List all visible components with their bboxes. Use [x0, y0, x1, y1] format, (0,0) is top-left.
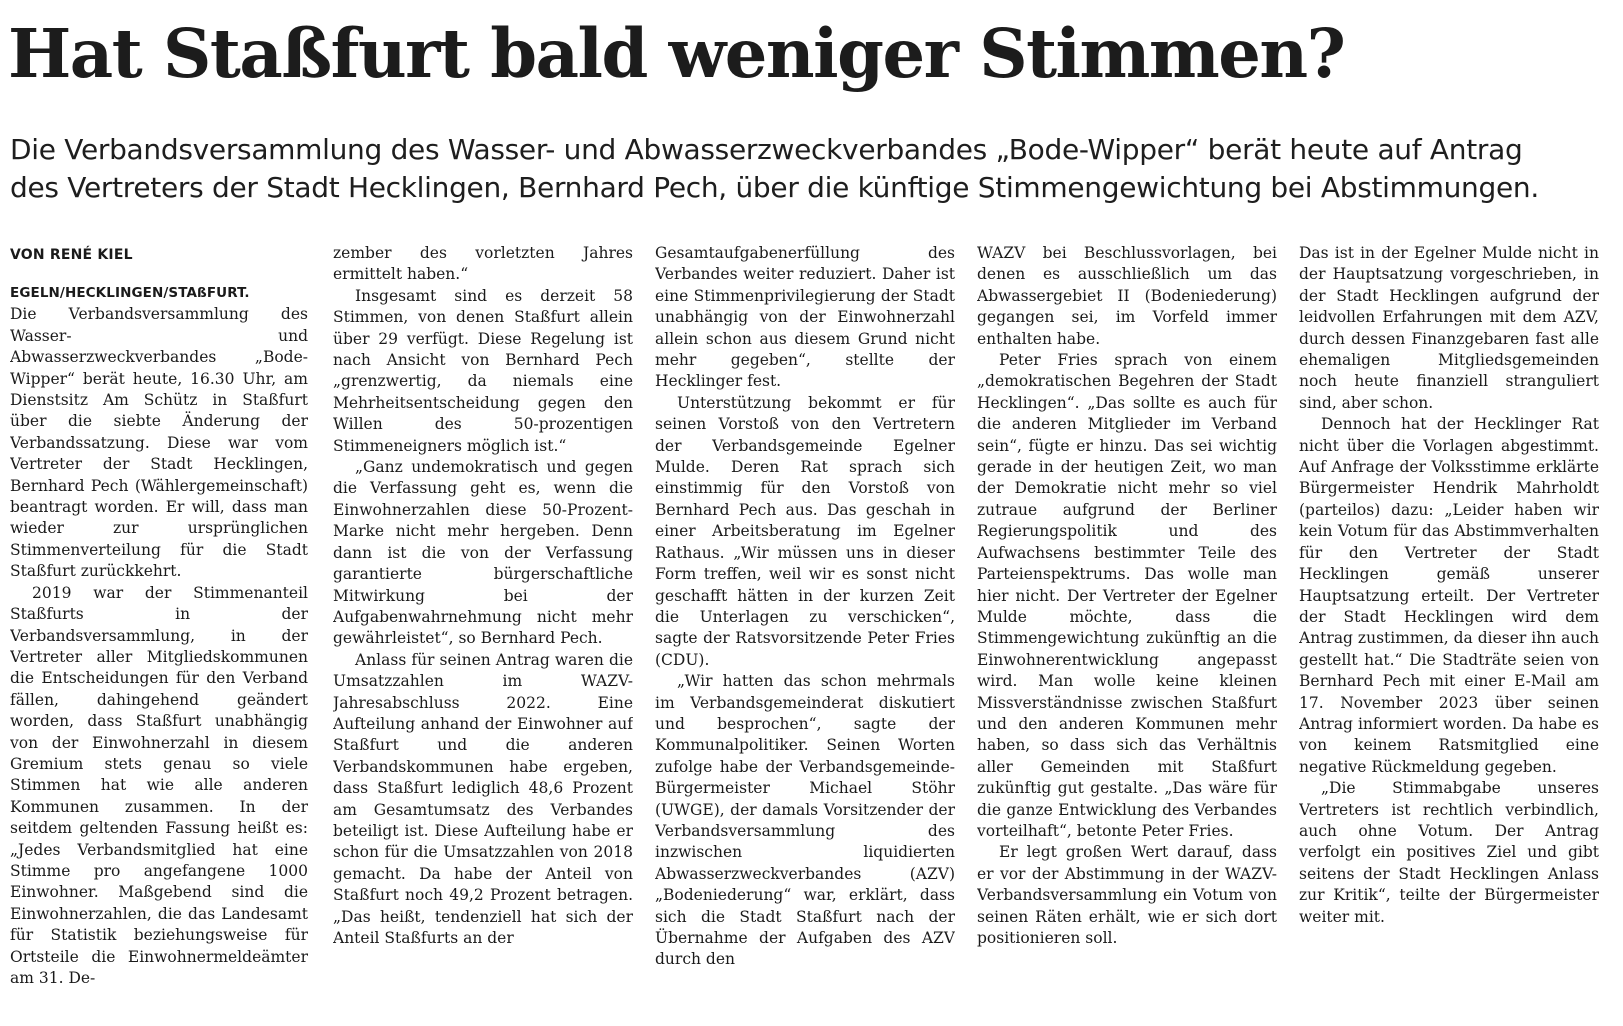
body-paragraph: „Ganz undemokratisch und gegen die Verfassung geht es, wenn die Einwohnerzahlen diese 50-Prozent-Marke nicht mehr hergeben. Denn dann ist die von der Verfassung garantierte bürgerschaftliche Mitwirkung bei der Aufgabenwahrnehmung nicht mehr gewährleistet“, so Bernhard Pech.: [333, 458, 633, 648]
body-paragraph: Das ist in der Egelner Mulde nicht in der Hauptsatzung vorgeschrieben, in der Stadt Hecklingen aufgrund der leidvollen Erfahrungen mit dem AZV, durch dessen Finanzgebaren fast alle ehemaligen Mitgliedsgemeinden noch heute finanziell stranguliert sind, aber schon.: [1299, 244, 1599, 412]
column-5: [1299, 243, 1599, 1018]
body-paragraph: Peter Fries sprach von einem „demokratischen Begehren der Stadt Hecklingen“. „Das sollte es auch für die anderen Mitglieder im Verband sein“, fügte er hinzu. Das sei wichtig gerade in der heutigen Zeit, wo man der Demokratie nicht mehr so viel zutraue aufgrund der Berliner Regierungspolitik und des Aufwachsens bestimmter Teile des Parteienspektrums. Das wolle man hier nicht. Der Vertreter der Egelner Mulde möchte, dass die Stimmengewichtung zukünftig an die Einwohnerentwicklung angepasst wird. Man wolle keine kleinen Missverständnisse zwischen Staßfurt und den anderen Kommunen mehr haben, so dass sich das Verhältnis aller Gemeinden mit Staßfurt zukünftig gut gestalte. „Das wäre für die ganze Entwicklung des Verbandes vorteilhaft“, betonte Peter Fries.: [977, 351, 1277, 840]
body-paragraph: Insgesamt sind es derzeit 58 Stimmen, von denen Staßfurt allein über 29 verfügt. Diese Regelung ist nach Ansicht von Bernhard Pech „grenzwertig, da niemals eine Mehrheitsentscheidung gegen den Willen des 50-prozentigen Stimmeneigners möglich ist.“: [333, 286, 633, 455]
column-3: [655, 243, 955, 1018]
body-paragraph: WAZV bei Beschlussvorlagen, bei denen es ausschließlich um das Abwassergebiet II (Bodeniederung) gegangen sei, im Vorfeld immer enthalten habe.: [977, 244, 1277, 348]
column-2: [333, 243, 633, 1018]
lead-line-2: des Vertreters der Stadt Hecklingen, Bernhard Pech, über die künftige Stimmengewichtung bei Abstimmungen.: [10, 171, 1539, 204]
body-paragraph: „Wir hatten das schon mehrmals im Verbandsgemeinderat diskutiert und besprochen“, sagte der Kommunalpolitiker. Seinen Worten zufolge habe der Verbandsgemeinde-Bürgermeister Michael Stöhr (UWGE), der damals Vorsitzender der Verbandsversammlung des inzwischen liquidierten Abwasserzweckverbandes (AZV) „Bodeniederung“ war, erklärt, dass sich die Stadt Staßfurt nach der Übernahme der Aufgaben des AZV durch den: [655, 672, 955, 969]
body-paragraph: Dennoch hat der Hecklinger Rat nicht über die Vorlagen abgestimmt. Auf Anfrage der Volksstimme erklärte Bürgermeister Hendrik Mahrholdt (parteilos) dazu: „Leider haben wir kein Votum für das Abstimmverhalten für den Vertreter der Stadt Hecklingen gemäß unserer Hauptsatzung erteilt. Der Vertreter der Stadt Hecklingen wird dem Antrag zustimmen, da dieser ihn auch gestellt hat.“ Die Stadträte seien von Bernhard Pech mit einer E-Mail am 17. November 2023 über seinen Antrag informiert worden. Da habe es von keinem Ratsmitglied eine negative Rückmeldung gegeben.: [1299, 415, 1599, 776]
lead-line-1: Die Verbandsversammlung des Wasser- und Abwasserzweckverbandes „Bode-Wipper“ berät heute auf Antrag: [10, 133, 1523, 166]
body-paragraph: Er legt großen Wert darauf, dass er vor der Abstimmung in der WAZV-Verbandsversammlung ein Votum von seinen Räten erhält, wie er sich dort positionieren soll.: [977, 843, 1277, 947]
body-text: Die Verbandsversammlung des Wasser- und Abwasserzweckverbandes „Bode-Wipper“ berät heute, 16.30 Uhr, am Dienstsitz Am Schütz in Staßfurt über die siebte Änderung der Verbandssatzung. Diese war vom Vertreter der Stadt Hecklingen, Bernhard Pech (Wählergemeinschaft) beantragt worden. Er will, dass man wieder zur ursprünglichen Stimmenverteilung für die Stadt Staßfurt zurückkehrt.: [10, 305, 308, 581]
lead-paragraph: [10, 131, 1610, 207]
column-1: [10, 243, 308, 1018]
body-paragraph: 2019 war der Stimmenanteil Staßfurts in der Verbandsversammlung, in der Vertreter aller Mitgliedskommunen die Entscheidungen für den Verband fällen, dahingehend geändert worden, dass Staßfurt unabhängig von der Einwohnerzahl in diesem Gremium stets genau so viele Stimmen hat wie alle anderen Kommunen zusammen. In der seitdem geltenden Fassung heißt es: „Jedes Verbandsmitglied hat eine Stimme pro angefangene 1000 Einwohner. Maßgebend sind die Einwohnerzahlen, die das Landesamt für Statistik beziehungsweise für Ortsteile die Einwohnermeldeämter am 31. De-: [10, 583, 308, 987]
dateline: EGELN/HECKLINGEN/STAßFURT.: [10, 285, 250, 301]
body-paragraph: Anlass für seinen Antrag waren die Umsatzzahlen im WAZV-Jahresabschluss 2022. Eine Aufteilung anhand der Einwohner auf Staßfurt und die anderen Verbandskommunen habe ergeben, dass Staßfurt lediglich 48,6 Prozent am Gesamtumsatz des Verbandes beteiligt ist. Diese Aufteilung habe er schon für die Umsatzzahlen von 2018 gemacht. Da habe der Anteil von Staßfurt noch 49,2 Prozent betragen. „Das heißt, tendenziell hat sich der Anteil Staßfurts an der: [333, 650, 633, 947]
body-paragraph: Unterstützung bekommt er für seinen Vorstoß von den Vertretern der Verbandsgemeinde Egelner Mulde. Deren Rat sprach sich einstimmig für den Vorstoß von Bernhard Pech aus. Das geschah in einer Arbeitsberatung im Egelner Rathaus. „Wir müssen uns in dieser Form treffen, weil wir es sonst nicht geschafft hätten in der kurzen Zeit die Unterlagen zu verschicken“, sagte der Ratsvorsitzende Peter Fries (CDU).: [655, 393, 955, 669]
headline: Hat Staßfurt bald weniger Stimmen?: [8, 14, 1345, 93]
body-paragraph: [10, 282, 308, 583]
column-4: [977, 243, 1277, 1018]
byline: VON RENÉ KIEL: [10, 247, 133, 263]
body-paragraph: zember des vorletzten Jahres ermittelt haben.“: [333, 244, 633, 284]
body-paragraph: Gesamtaufgabenerfüllung des Verbandes weiter reduziert. Daher ist eine Stimmenprivilegierung der Stadt unabhängig von der Einwohnerzahl allein schon aus diesem Grund nicht mehr gegeben“, stellte der Hecklinger fest.: [655, 244, 955, 391]
body-paragraph: „Die Stimmabgabe unseres Vertreters ist rechtlich verbindlich, auch ohne Votum. Der Antrag verfolgt ein positives Ziel und gibt seitens der Stadt Hecklingen Anlass zur Kritik“, teilte der Bürgermeister weiter mit.: [1299, 779, 1599, 926]
